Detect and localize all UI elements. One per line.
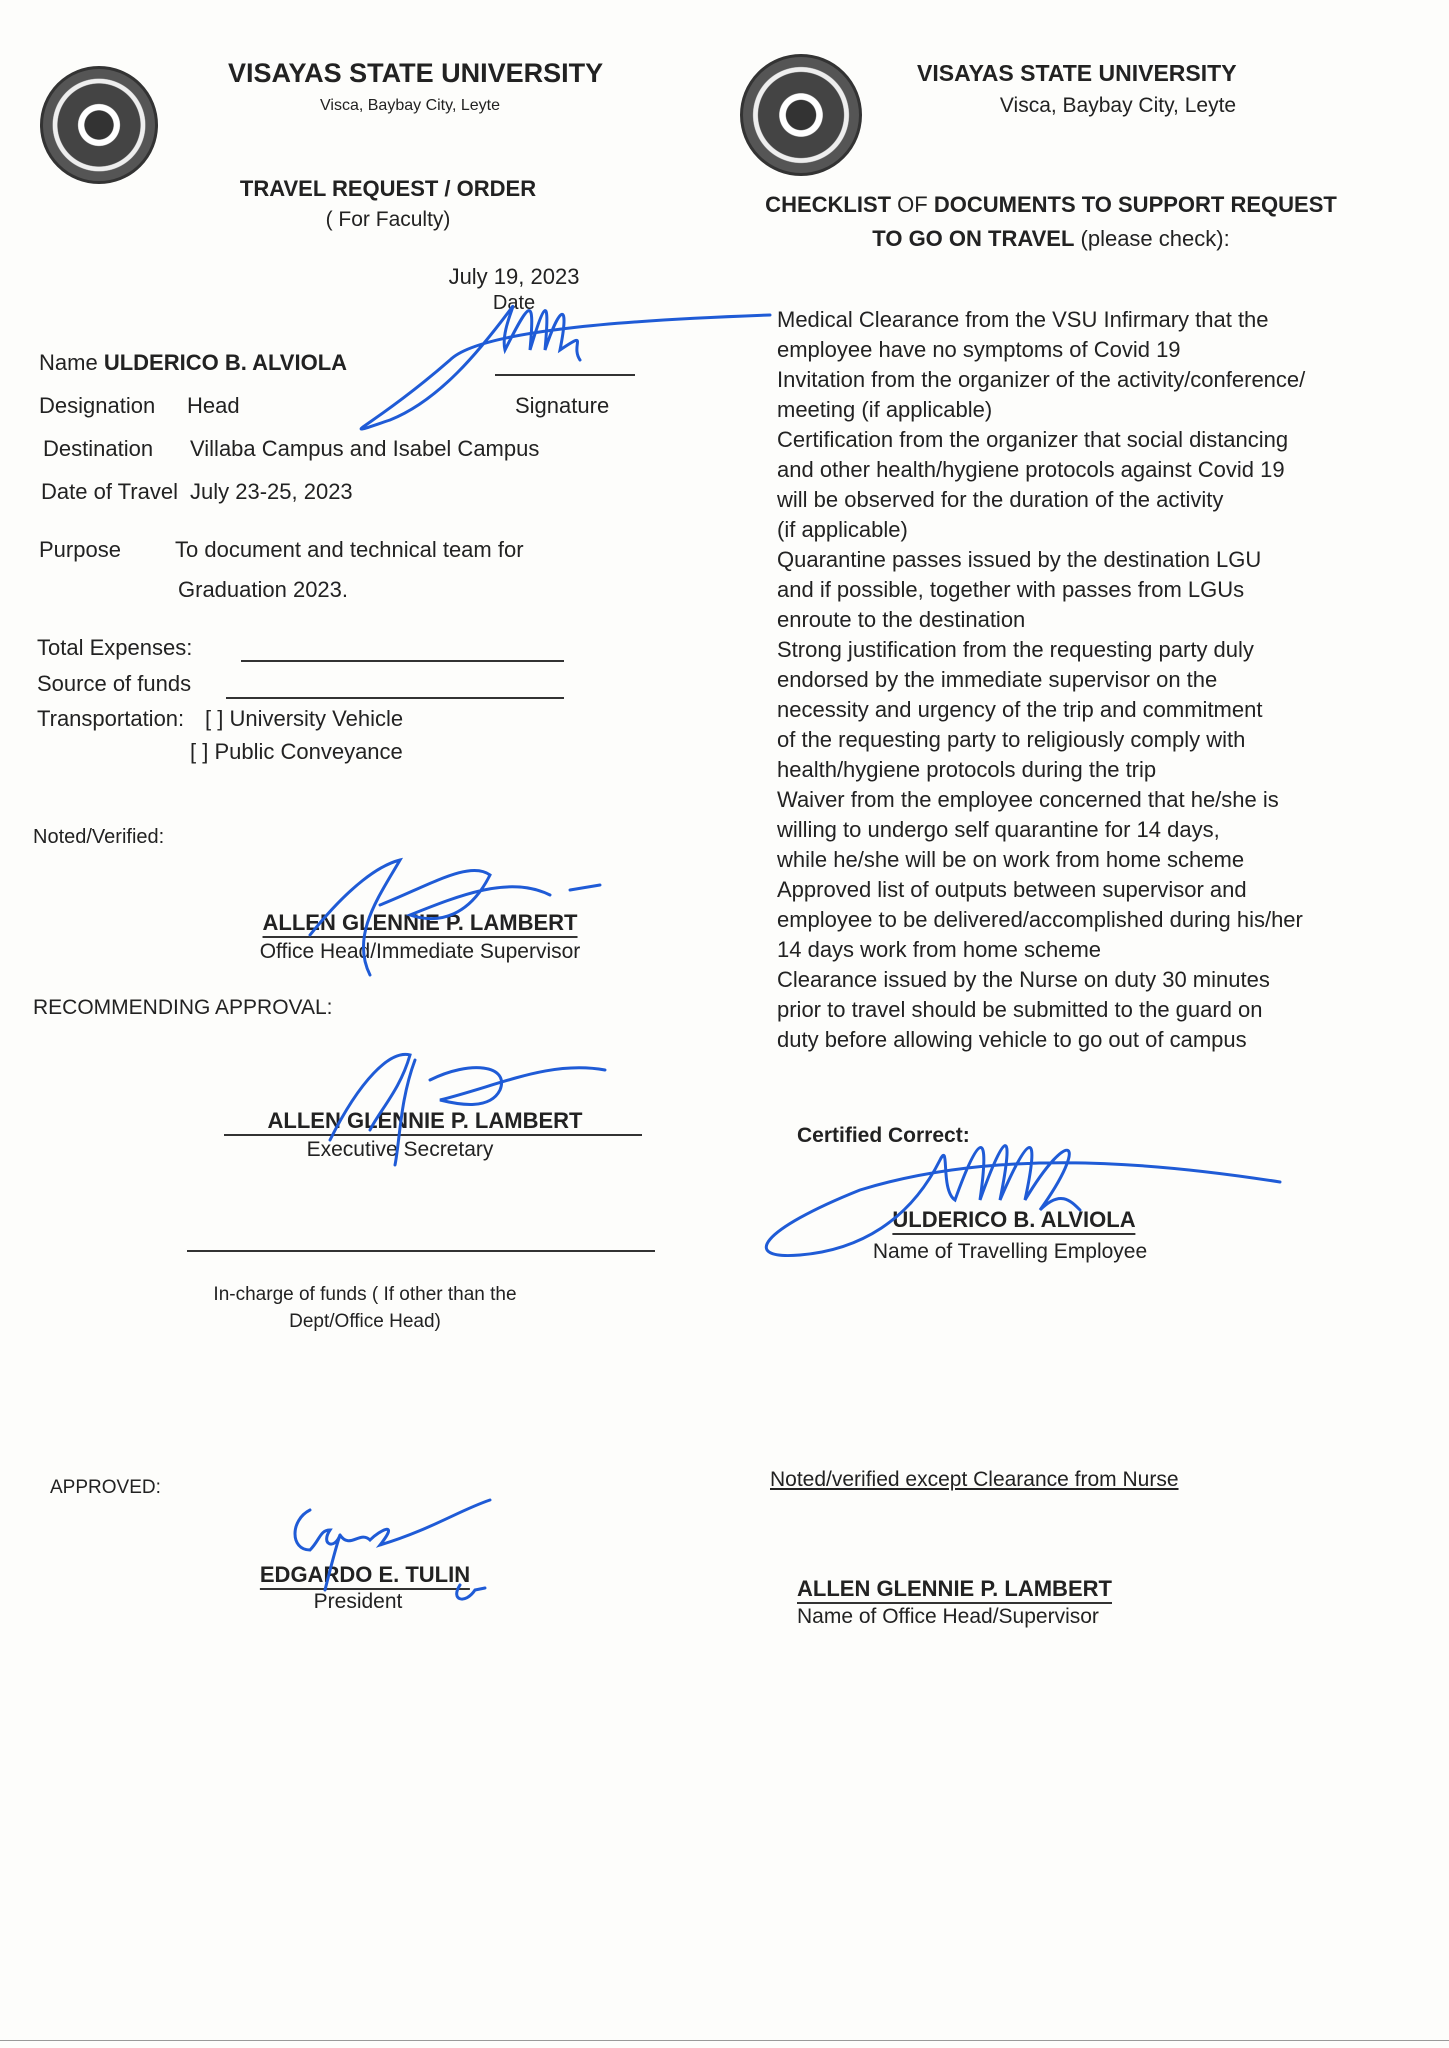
checklist-title-part: DOCUMENTS TO SUPPORT REQUEST xyxy=(933,192,1337,217)
date-value: July 19, 2023 xyxy=(448,264,580,289)
travelling-employee-title: Name of Travelling Employee xyxy=(872,1240,1148,1263)
checklist-line: Quarantine passes issued by the destination LGU xyxy=(777,547,1262,572)
funds-signature-line xyxy=(187,1250,655,1252)
form-title: TRAVEL REQUEST / ORDER xyxy=(239,176,537,201)
checklist-title-part: TO GO ON TRAVEL xyxy=(872,226,1075,251)
checklist-line: of the requesting party to religiously comply with xyxy=(777,727,1246,752)
checklist-line: prior to travel should be submitted to the guard on xyxy=(777,997,1263,1022)
checklist-line: Invitation from the organizer of the activity/conference/ xyxy=(777,367,1306,392)
transport-option-university-vehicle[interactable]: [ ] University Vehicle xyxy=(205,706,404,731)
university-name-left: VISAYAS STATE UNIVERSITY xyxy=(228,58,604,88)
checklist-title-part: (please check): xyxy=(1074,226,1230,251)
name-label: Name xyxy=(39,350,98,375)
total-expenses-label: Total Expenses: xyxy=(37,635,193,660)
checklist-line: Waiver from the employee concerned that he/she is xyxy=(777,787,1279,812)
checklist-line: endorsed by the immediate supervisor on the xyxy=(777,667,1218,692)
university-name-right: VISAYAS STATE UNIVERSITY xyxy=(917,60,1237,86)
form-subtitle: ( For Faculty) xyxy=(325,208,451,231)
supervisor-title: Name of Office Head/Supervisor xyxy=(797,1605,1099,1628)
checklist-line: while he/she will be on work from home scheme xyxy=(777,847,1245,872)
transportation-label: Transportation: xyxy=(37,706,185,731)
certified-signature xyxy=(740,1120,1290,1260)
approved-label: APPROVED: xyxy=(50,1477,161,1498)
destination-label: Destination xyxy=(43,436,154,461)
name-value: ULDERICO B. ALVIOLA xyxy=(103,350,348,375)
transport-option-public-conveyance[interactable]: [ ] Public Conveyance xyxy=(190,739,403,764)
noted-signatory-title: Office Head/Immediate Supervisor xyxy=(259,940,581,963)
checklist-line: and if possible, together with passes from LGUs xyxy=(777,577,1245,602)
travelling-employee-name: ULDERICO B. ALVIOLA xyxy=(892,1207,1135,1235)
supervisor-name: ALLEN GLENNIE P. LAMBERT xyxy=(797,1576,1112,1604)
checklist-line: Strong justification from the requesting party duly xyxy=(777,637,1254,662)
date-of-travel-value: July 23-25, 2023 xyxy=(190,479,353,504)
date-label: Date xyxy=(492,292,536,314)
designation-value: Head xyxy=(187,393,240,418)
university-seal-left xyxy=(40,66,158,184)
checklist-line: and other health/hygiene protocols against Covid 19 xyxy=(777,457,1285,482)
university-address-left: Visca, Baybay City, Leyte xyxy=(320,97,500,114)
checklist-line: Certification from the organizer that social distancing xyxy=(777,427,1289,452)
checklist-line: will be observed for the duration of the activity xyxy=(777,487,1224,512)
checklist-title-part: CHECKLIST xyxy=(765,192,892,217)
total-expenses-line xyxy=(241,660,564,662)
designation-label: Designation xyxy=(39,393,156,418)
signature-label: Signature xyxy=(515,393,610,418)
certified-correct-label: Certified Correct: xyxy=(797,1124,970,1147)
recommending-signatory-name: ALLEN GLENNIE P. LAMBERT xyxy=(267,1108,583,1133)
checklist-line: (if applicable) xyxy=(777,517,908,542)
page-bottom-edge xyxy=(0,2040,1449,2041)
approved-signatory-title: President xyxy=(313,1590,403,1613)
noted-signature xyxy=(290,855,620,995)
date-of-travel-label: Date of Travel xyxy=(41,479,178,504)
checklist-line: employee have no symptoms of Covid 19 xyxy=(777,337,1181,362)
checklist-title-part: OF xyxy=(891,192,934,217)
checklist-line: necessity and urgency of the trip and commitment xyxy=(777,697,1263,722)
university-address-right: Visca, Baybay City, Leyte xyxy=(999,94,1237,117)
funds-caption-line-1: In-charge of funds ( If other than the xyxy=(213,1284,517,1305)
checklist-line: willing to undergo self quarantine for 14 days, xyxy=(777,817,1220,842)
checklist-line: Approved list of outputs between supervisor and xyxy=(777,877,1247,902)
checklist-line: enroute to the destination xyxy=(777,607,1026,632)
purpose-label: Purpose xyxy=(39,537,121,562)
source-of-funds-label: Source of funds xyxy=(37,671,192,696)
destination-value: Villaba Campus and Isabel Campus xyxy=(190,436,540,461)
checklist-line: Clearance issued by the Nurse on duty 30 minutes xyxy=(777,967,1270,992)
president-signature xyxy=(280,1490,500,1610)
recommending-label: RECOMMENDING APPROVAL: xyxy=(33,996,333,1019)
checklist-line: 14 days work from home scheme xyxy=(777,937,1102,962)
requester-signature xyxy=(330,290,770,440)
purpose-line-2: Graduation 2023. xyxy=(178,577,349,602)
checklist-title-line-2 xyxy=(872,226,1229,252)
funds-caption-line-2: Dept/Office Head) xyxy=(289,1311,441,1332)
checklist-title-line-1 xyxy=(765,192,1337,218)
name-field xyxy=(39,350,347,376)
source-of-funds-line xyxy=(226,697,564,699)
noted-label: Noted/Verified: xyxy=(33,826,165,848)
checklist-line: meeting (if applicable) xyxy=(777,397,993,422)
checklist-line: health/hygiene protocols during the trip xyxy=(777,757,1157,782)
recommending-signatory-title: Executive Secretary xyxy=(306,1138,494,1161)
approved-signatory-name: EDGARDO E. TULIN xyxy=(260,1562,470,1590)
noted-except-note: Noted/verified except Clearance from Nurse xyxy=(770,1468,1179,1491)
purpose-line-1: To document and technical team for xyxy=(175,537,524,562)
recommending-signature xyxy=(300,1040,630,1170)
checklist-line: employee to be delivered/accomplished during his/her xyxy=(777,907,1303,932)
checklist-line: Medical Clearance from the VSU Infirmary that the xyxy=(777,307,1269,332)
checklist-line: duty before allowing vehicle to go out of campus xyxy=(777,1027,1247,1052)
university-seal-right xyxy=(740,54,862,176)
noted-signatory-name: ALLEN GLENNIE P. LAMBERT xyxy=(263,910,578,938)
